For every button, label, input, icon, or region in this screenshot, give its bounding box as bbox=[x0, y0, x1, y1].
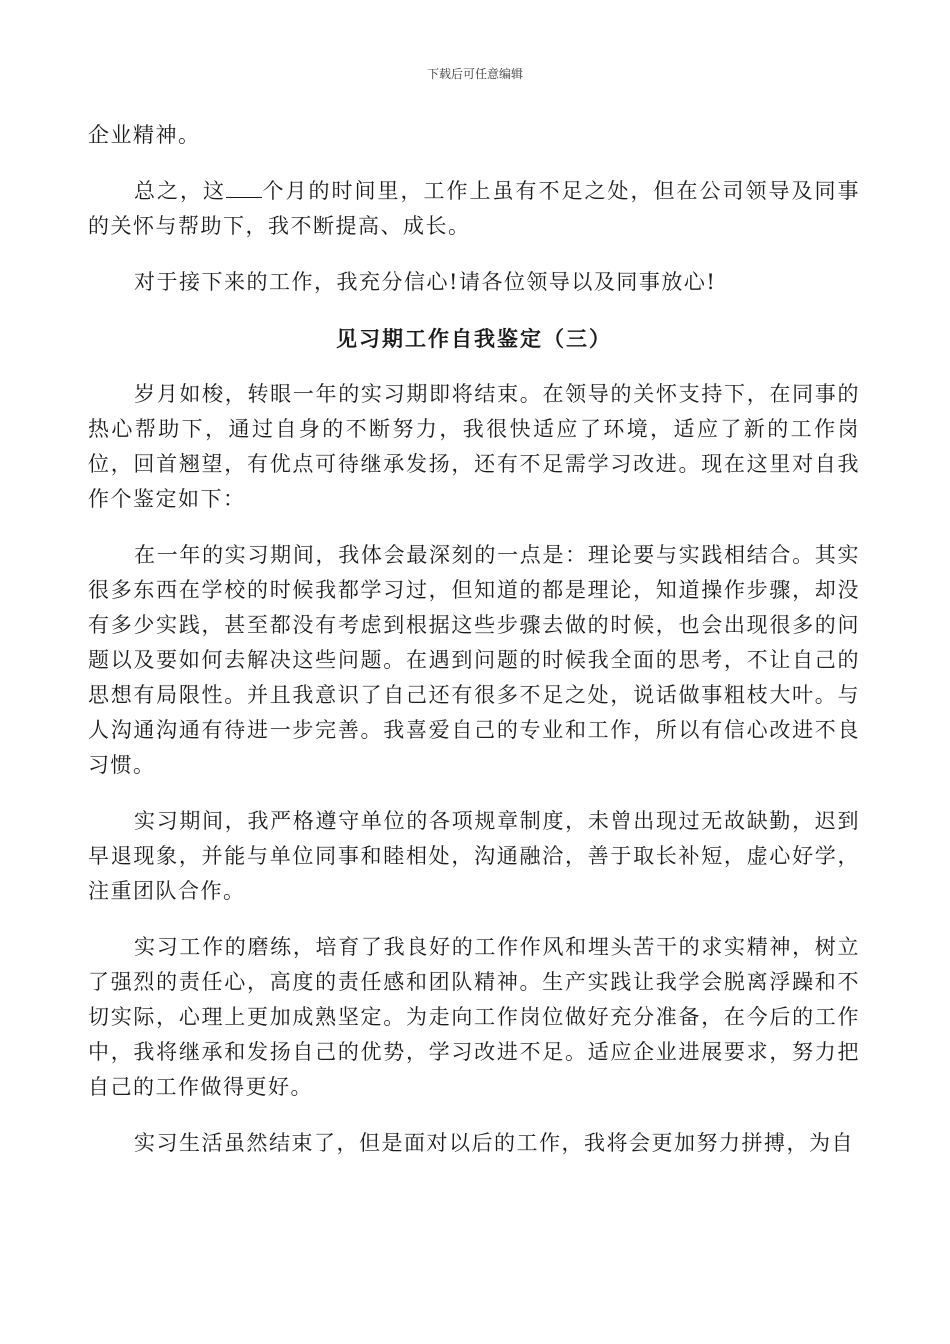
paragraph-summary-start: 总之，这 bbox=[134, 179, 226, 203]
paragraph-growth: 实习工作的磨练，培育了我良好的工作作风和埋头苦干的求实精神，树立了强烈的责任心，高度的责任感和团队精神。生产实践让我学会脱离浮躁和不切实际，心理上更加成熟坚定。为走向工作岗位做好充分准备，在今后的工作中，我将继承和发扬自己的优势，学习改进不足。适应企业进展要求，努力把自己的工作做得更好。 bbox=[88, 935, 860, 1099]
paragraph-theory-practice: 在一年的实习期间，我体会最深刻的一点是：理论要与实践相结合。其实很多东西在学校的时候我都学习过，但知道的都是理论，知道操作步骤，却没有多少实践，甚至都没有考虑到根据这些步骤去做的时候，也会出现很多的问题以及要如何去解决这些问题。在遇到问题的时候我全面的思考，不让自己的思想有局限性。并且我意识了自己还有很多不足之处，说话做事粗枝大叶。与人沟通沟通有待进一步完善。我喜爱自己的专业和工作，所以有信心改进不良习惯。 bbox=[88, 543, 860, 777]
paragraph-continuation: 企业精神。 bbox=[88, 123, 201, 147]
paragraph-intro: 岁月如梭，转眼一年的实习期即将结束。在领导的关怀支持下，在同事的热心帮助下，通过自身的不断努力，我很快适应了环境，适应了新的工作岗位，回首翘望，有优点可待继承发扬，还有不足需学习改进。现在这里对自我作个鉴定如下： bbox=[88, 382, 860, 511]
paragraph-summary-end: 个月的时间里，工作上虽有不足之处，但在公司领导及同事的关怀与帮助下，我不断提高、成长。 bbox=[88, 179, 860, 238]
paragraph-discipline: 实习期间，我严格遵守单位的各项规章制度，未曾出现过无故缺勤，迟到早退现象，并能与单位同事和睦相处，沟通融洽，善于取长补短，虚心好学，注重团队合作。 bbox=[88, 809, 860, 903]
paragraph-conclusion: 实习生活虽然结束了，但是面对以后的工作，我将会更加努力拼搏，为自 bbox=[134, 1131, 854, 1155]
page-header: 下载后可任意编辑 bbox=[426, 67, 523, 81]
document-body bbox=[88, 118, 860, 1182]
paragraph-confidence: 对于接下来的工作，我充分信心!请各位领导以及同事放心! bbox=[134, 270, 717, 294]
section-heading: 见习期工作自我鉴定（三） bbox=[336, 326, 612, 351]
fill-in-blank bbox=[226, 179, 262, 198]
paragraph-summary bbox=[88, 174, 860, 244]
